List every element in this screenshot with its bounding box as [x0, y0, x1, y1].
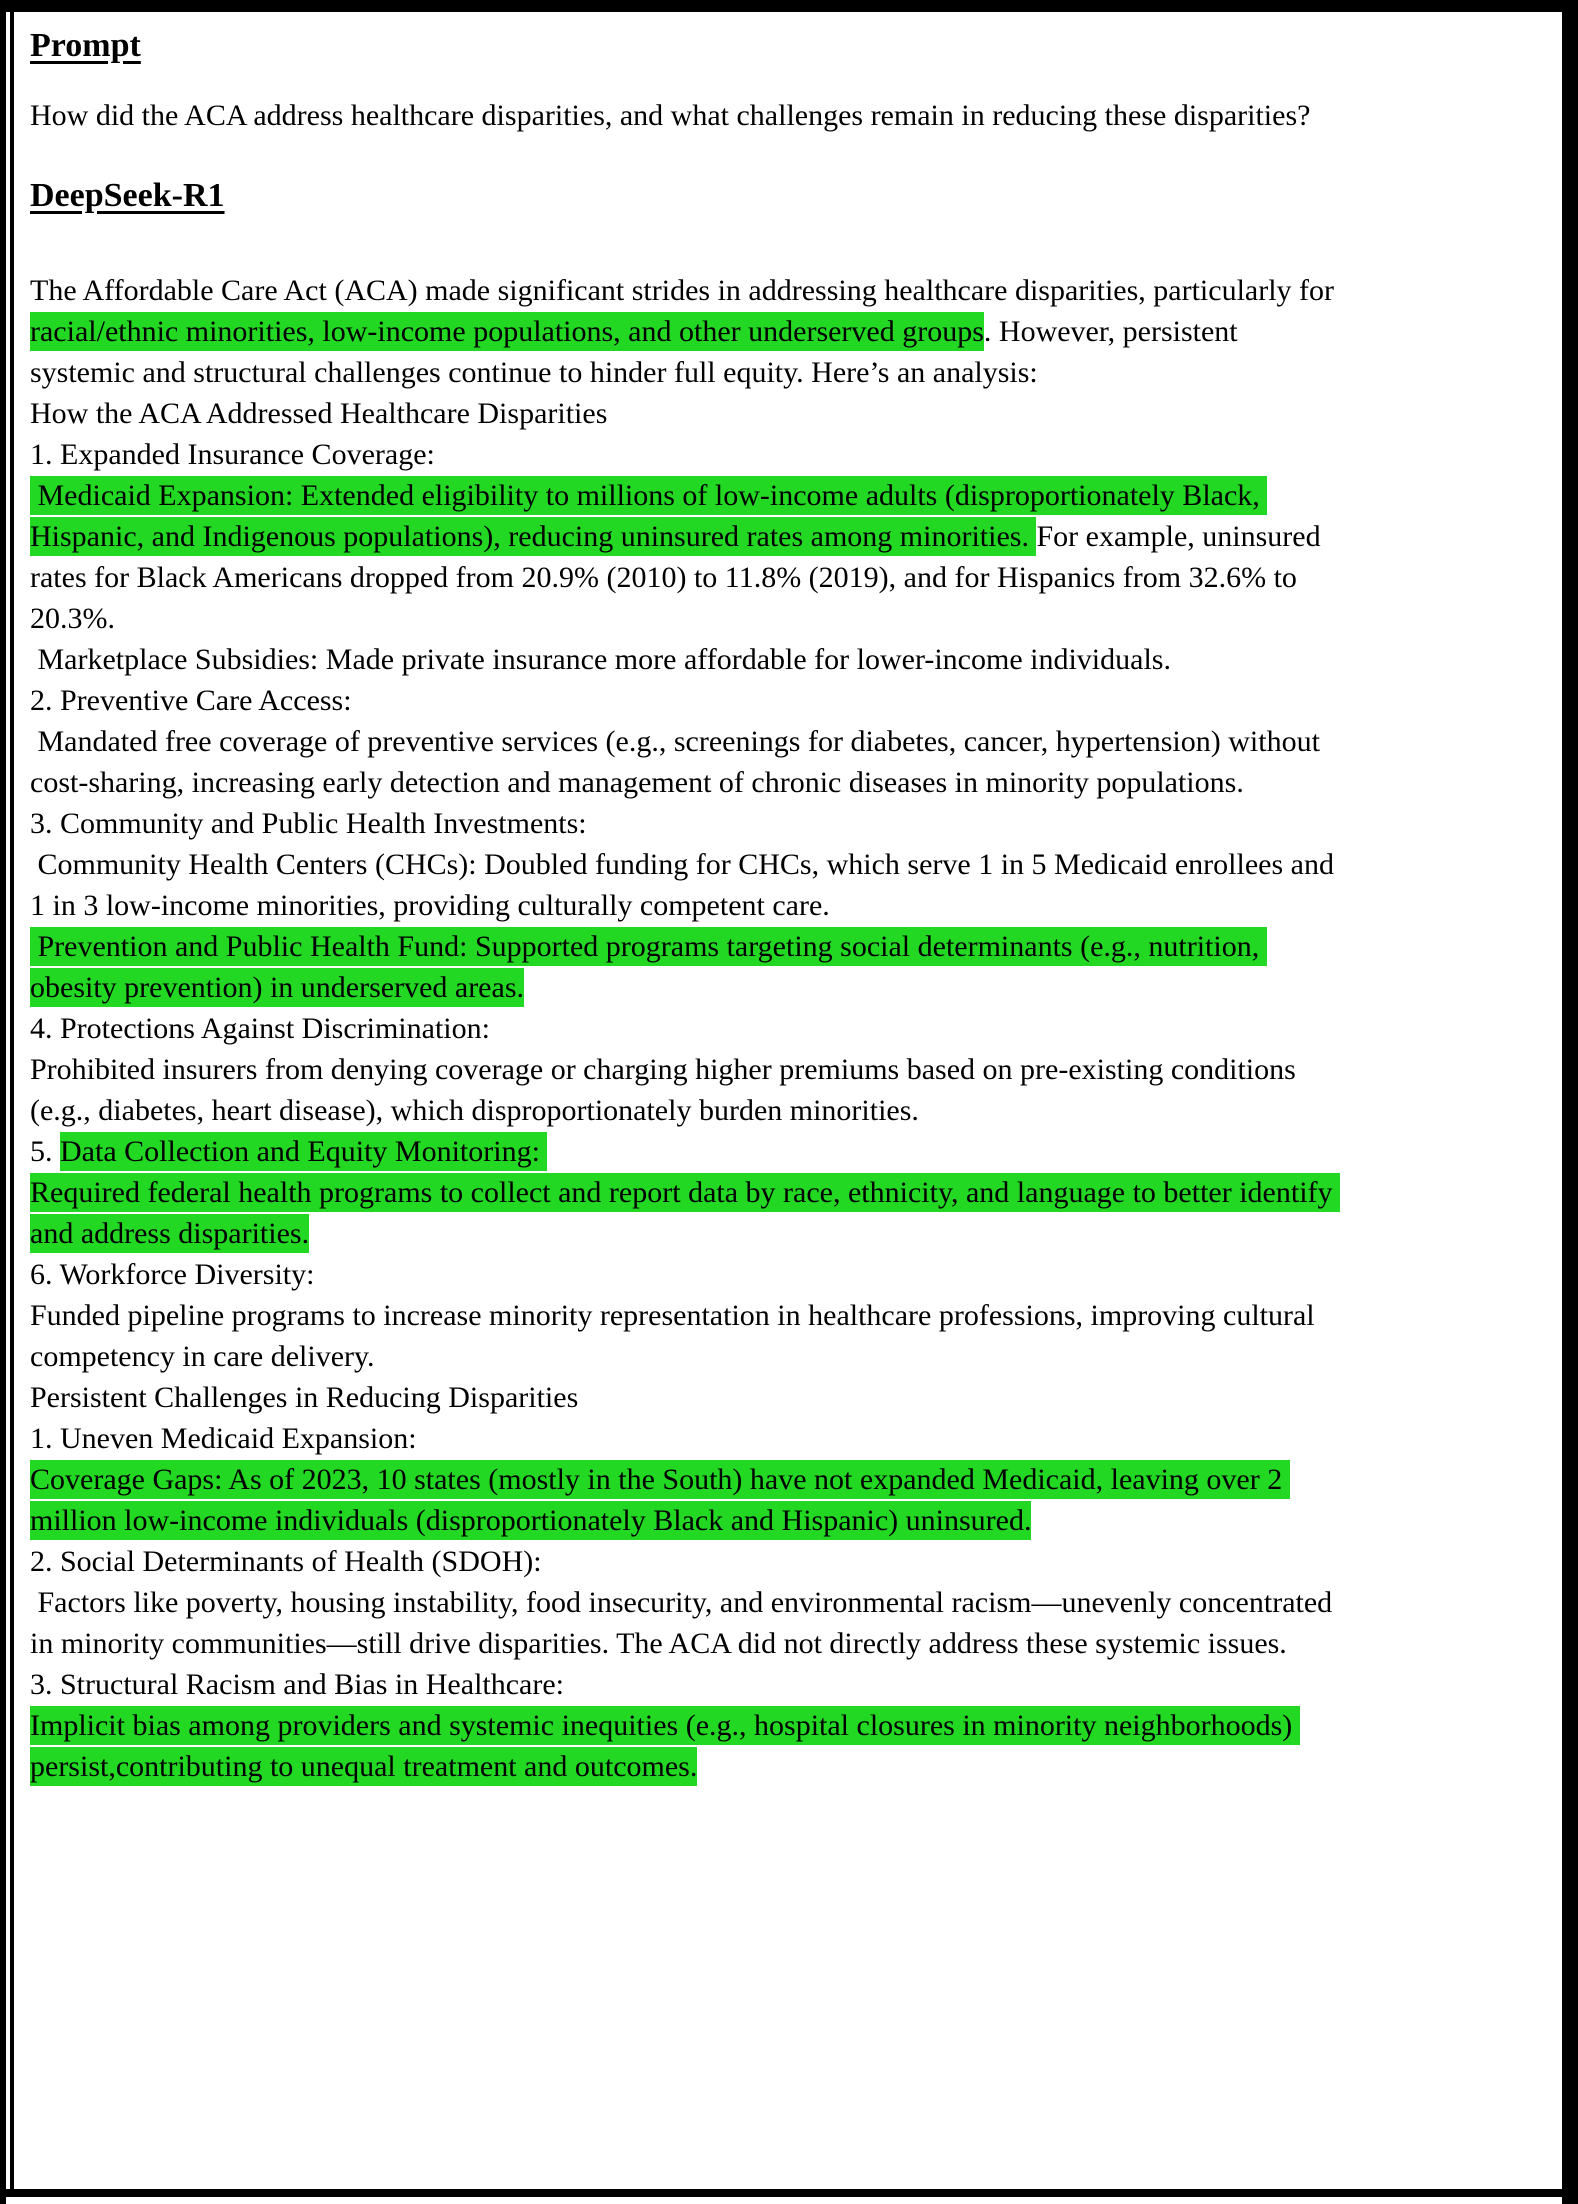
text-run: For example, uninsured: [1036, 520, 1321, 553]
prompt-question: How did the ACA address healthcare disparities, and what challenges remain in reducing these disparities?: [30, 99, 1311, 132]
response-line: [30, 1172, 1548, 1213]
text-run: How the ACA Addressed Healthcare Disparities: [30, 397, 608, 430]
highlighted-text-run: Coverage Gaps: As of 2023, 10 states (mostly in the South) have not expanded Medicaid, leaving over 2: [30, 1460, 1290, 1499]
response-line: [30, 762, 1548, 803]
text-run: 5.: [30, 1135, 60, 1168]
highlighted-text-run: Prevention and Public Health Fund: Supported programs targeting social determinants (e.g., nutrition,: [30, 927, 1267, 966]
response-line: [30, 1418, 1548, 1459]
response-line: [30, 393, 1548, 434]
response-line: [30, 352, 1548, 393]
text-run: Factors like poverty, housing instability, food insecurity, and environmental racism—unevenly concentrated: [30, 1586, 1333, 1619]
response-line: [30, 598, 1548, 639]
response-line: [30, 557, 1548, 598]
frame-left-outer-border: [0, 0, 6, 2204]
highlighted-text-run: obesity prevention) in underserved areas.: [30, 968, 524, 1007]
response-line: [30, 885, 1548, 926]
response-line: [30, 967, 1548, 1008]
response-line: [30, 844, 1548, 885]
response-line: [30, 475, 1548, 516]
response-line: [30, 1049, 1548, 1090]
response-line: [30, 721, 1548, 762]
response-line: [30, 1705, 1548, 1746]
highlighted-text-run: Data Collection and Equity Monitoring:: [60, 1132, 547, 1171]
response-line: [30, 1295, 1548, 1336]
response-body: [30, 270, 1548, 1787]
response-line: [30, 516, 1548, 557]
highlighted-text-run: Implicit bias among providers and systemic inequities (e.g., hospital closures in minority neighborhoods): [30, 1706, 1300, 1745]
prompt-heading: Prompt: [30, 27, 141, 64]
text-run: Marketplace Subsidies: Made private insurance more affordable for lower-income individuals.: [30, 643, 1171, 676]
text-run: 1. Uneven Medicaid Expansion:: [30, 1422, 417, 1455]
highlighted-text-run: million low-income individuals (disproportionately Black and Hispanic) uninsured.: [30, 1501, 1031, 1540]
response-line: [30, 1254, 1548, 1295]
response-line: [30, 1746, 1548, 1787]
response-line: [30, 1131, 1548, 1172]
response-line: [30, 1459, 1548, 1500]
response-line: [30, 434, 1548, 475]
text-run: systemic and structural challenges continue to hinder full equity. Here’s an analysis:: [30, 356, 1038, 389]
response-line: [30, 680, 1548, 721]
frame-bottom-border: [0, 2189, 1578, 2197]
text-run: Prohibited insurers from denying coverage or charging higher premiums based on pre-existing conditions: [30, 1053, 1296, 1086]
response-line: [30, 1664, 1548, 1705]
frame-top-border: [0, 0, 1578, 12]
text-run: 3. Structural Racism and Bias in Healthcare:: [30, 1668, 565, 1701]
highlighted-text-run: Required federal health programs to collect and report data by race, ethnicity, and language to better identify: [30, 1173, 1340, 1212]
frame-right-border: [1562, 0, 1578, 2204]
text-run: Persistent Challenges in Reducing Disparities: [30, 1381, 579, 1414]
model-heading: DeepSeek-R1: [30, 177, 225, 214]
text-run: 20.3%.: [30, 602, 115, 635]
highlighted-text-run: and address disparities.: [30, 1214, 309, 1253]
text-run: (e.g., diabetes, heart disease), which disproportionately burden minorities.: [30, 1094, 919, 1127]
text-run: The Affordable Care Act (ACA) made significant strides in addressing healthcare disparities, particularly for: [30, 274, 1335, 307]
response-line: [30, 311, 1548, 352]
response-line: [30, 1500, 1548, 1541]
text-run: 2. Preventive Care Access:: [30, 684, 352, 717]
text-run: 4. Protections Against Discrimination:: [30, 1012, 490, 1045]
response-line: [30, 270, 1548, 311]
response-line: [30, 1008, 1548, 1049]
highlighted-text-run: persist,contributing to unequal treatment and outcomes.: [30, 1747, 697, 1786]
response-line: [30, 1541, 1548, 1582]
highlighted-text-run: Medicaid Expansion: Extended eligibility to millions of low-income adults (disproportionately Black,: [30, 476, 1267, 515]
highlighted-text-run: Hispanic, and Indigenous populations), reducing uninsured rates among minorities.: [30, 517, 1036, 556]
text-run: 1 in 3 low-income minorities, providing culturally competent care.: [30, 889, 830, 922]
response-line: [30, 1090, 1548, 1131]
text-run: in minority communities—still drive disparities. The ACA did not directly address these systemic issues.: [30, 1627, 1287, 1660]
text-run: cost-sharing, increasing early detection and management of chronic diseases in minority populations.: [30, 766, 1244, 799]
response-line: [30, 639, 1548, 680]
response-line: [30, 803, 1548, 844]
text-run: 3. Community and Public Health Investments:: [30, 807, 587, 840]
text-run: 1. Expanded Insurance Coverage:: [30, 438, 435, 471]
text-run: 2. Social Determinants of Health (SDOH):: [30, 1545, 542, 1578]
text-run: 6. Workforce Diversity:: [30, 1258, 315, 1291]
response-line: [30, 1623, 1548, 1664]
document-page: [14, 12, 1562, 2189]
response-line: [30, 926, 1548, 967]
text-run: Funded pipeline programs to increase minority representation in healthcare professions, improving cultural: [30, 1299, 1315, 1332]
text-run: Community Health Centers (CHCs): Doubled funding for CHCs, which serve 1 in 5 Medicaid enrollees and: [30, 848, 1334, 881]
response-line: [30, 1582, 1548, 1623]
response-line: [30, 1213, 1548, 1254]
text-run: Mandated free coverage of preventive services (e.g., screenings for diabetes, cancer, hypertension) without: [30, 725, 1320, 758]
response-line: [30, 1377, 1548, 1418]
text-run: . However, persistent: [983, 315, 1238, 348]
highlighted-text-run: racial/ethnic minorities, low-income populations, and other underserved groups: [30, 312, 984, 351]
text-run: competency in care delivery.: [30, 1340, 375, 1373]
text-run: rates for Black Americans dropped from 20.9% (2010) to 11.8% (2019), and for Hispanics from 32.6% to: [30, 561, 1297, 594]
response-line: [30, 1336, 1548, 1377]
